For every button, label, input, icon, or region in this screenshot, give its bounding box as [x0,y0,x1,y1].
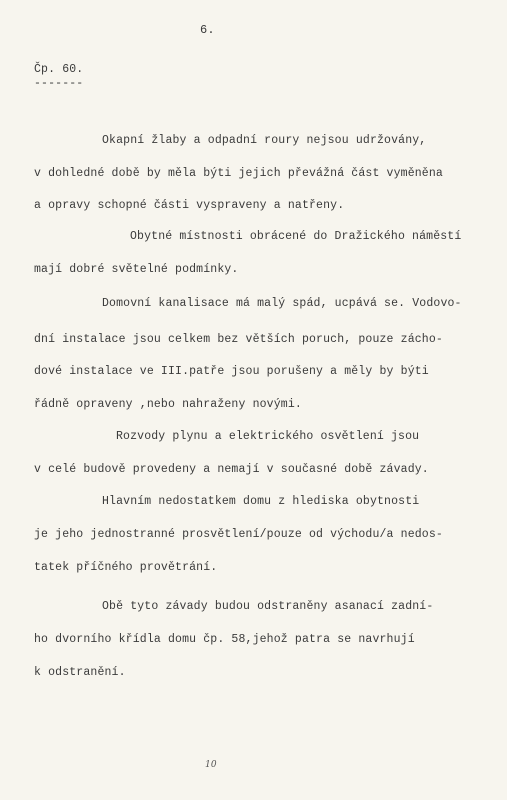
paragraph-3-line-3: dové instalace ve III.patře jsou porušeny a měly by býti [34,365,429,378]
paragraph-6-line-3: k odstranění. [34,666,126,679]
paragraph-2-line-2: mají dobré světelné podmínky. [34,263,239,276]
section-heading: Čp. 60. [34,63,84,76]
paragraph-5-line-3: tatek příčného provětrání. [34,561,218,574]
heading-underline: ------- [34,77,84,90]
paragraph-2-line-1: Obytné místnosti obrácené do Dražického náměstí [130,230,462,243]
paragraph-5-line-1: Hlavním nedostatkem domu z hlediska obytnosti [102,495,420,508]
paragraph-6-line-1: Obě tyto závady budou odstraněny asanací zadní- [102,600,434,613]
folio-mark: 10 [205,760,217,770]
paragraph-1-line-1: Okapní žlaby a odpadní roury nejsou udržovány, [102,134,427,147]
paragraph-5-line-2: je jeho jednostranné prosvětlení/pouze od východu/a nedos- [34,528,443,541]
paragraph-1-line-3: a opravy schopné části vyspraveny a natřeny. [34,199,345,212]
paragraph-4-line-2: v celé budově provedeny a nemají v současné době závady. [34,463,429,476]
paragraph-6-line-2: ho dvorního křídla domu čp. 58,jehož patra se navrhují [34,633,415,646]
paragraph-3-line-1: Domovní kanalisace má malý spád, ucpává se. Vodovo- [102,297,462,310]
paragraph-3-line-4: řádně opraveny ,nebo nahraženy novými. [34,398,302,411]
page-number: 6. [200,23,215,37]
paragraph-1-line-2: v dohledné době by měla býti jejich převážná část vyměněna [34,167,443,180]
paragraph-3-line-2: dní instalace jsou celkem bez větších poruch, pouze zácho- [34,333,443,346]
paragraph-4-line-1: Rozvody plynu a elektrického osvětlení jsou [116,430,420,443]
